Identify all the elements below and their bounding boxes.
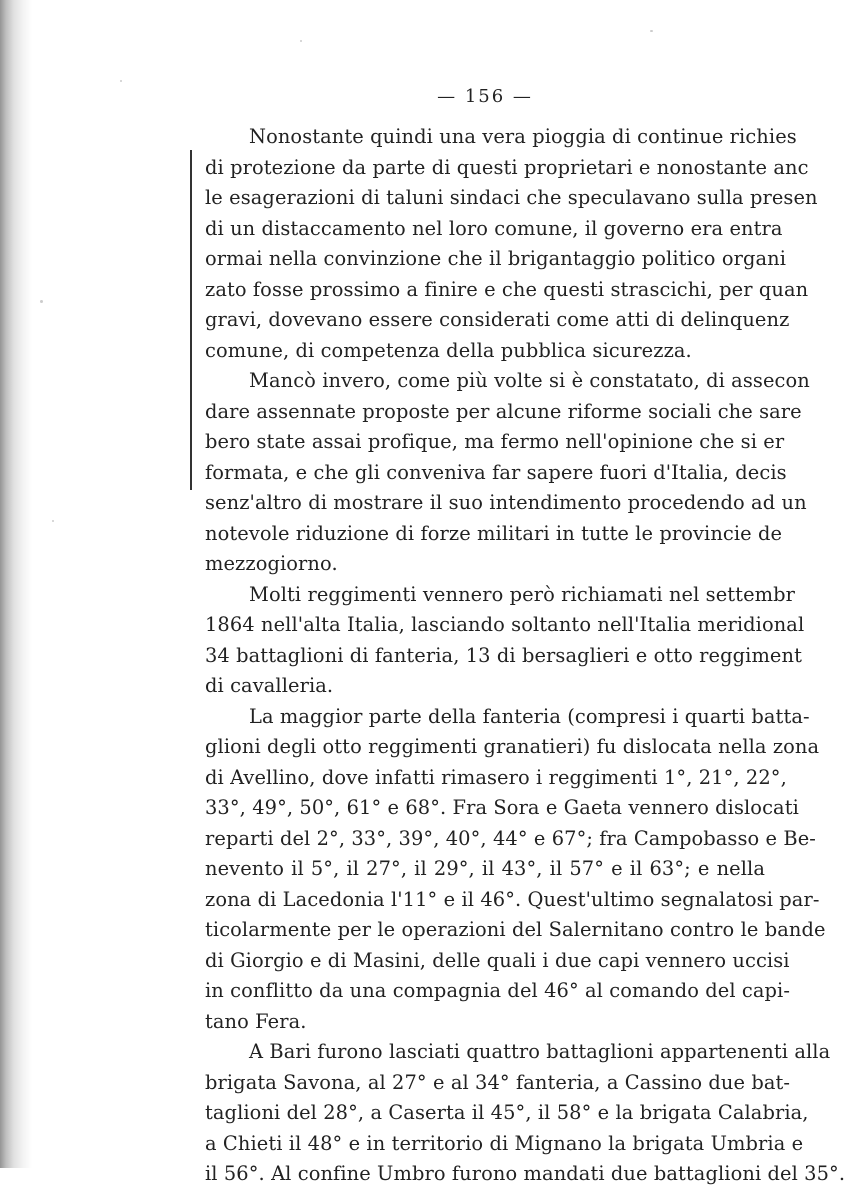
text-line: nevento il 5°, il 27°, il 29°, il 43°, il 57° e il 63°; e nella (205, 857, 765, 880)
text-line: gravi, dovevano essere considerati come atti di delinquenz (205, 308, 790, 331)
text-line: di un distaccamento nel loro comune, il governo era entra (205, 216, 783, 240)
text-line: mezzogiorno. (205, 552, 338, 575)
text-line: dare assennate proposte per alcune riforme sociali che sare (205, 399, 802, 423)
text-line: senz'altro di mostrare il suo intendimento procedendo ad un (205, 491, 807, 514)
text-line: zona di Lacedonia l'11° e il 46°. Quest'ultimo segnalatosi par- (205, 887, 820, 911)
text-line: il 56°. Al confine Umbro furono mandati due battaglioni del 35°. (205, 1162, 845, 1185)
scan-speckle (40, 300, 43, 303)
scan-speckle (650, 30, 653, 32)
text-line: a Chieti il 48° e in territorio di Mignano la brigata Umbria e (205, 1131, 804, 1155)
text-line: formata, e che gli conveniva far sapere fuori d'Italia, decis (205, 460, 787, 484)
text-line: notevole riduzione di forze militari in tutte le provincie de (205, 521, 783, 545)
text-line: brigata Savona, al 27° e al 34° fanteria, a Cassino due bat- (205, 1070, 791, 1094)
margin-rule (190, 150, 192, 490)
text-line: bero state assai profique, ma fermo nell'opinione che si er (205, 430, 785, 453)
scan-shadow-edge (0, 0, 32, 1168)
scan-speckle (120, 80, 122, 82)
page-number: — 156 — (437, 86, 533, 107)
text-line: ticolarmente per le operazioni del Salernitano contro le bande (205, 918, 826, 941)
text-line: 1864 nell'alta Italia, lasciando soltanto nell'Italia meridional (205, 613, 805, 636)
text-line: A Bari furono lasciati quattro battaglioni appartenenti alla (249, 1040, 831, 1063)
text-line: 33°, 49°, 50°, 61° e 68°. Fra Sora e Gaeta vennero dislocati (205, 796, 799, 819)
text-line: di Giorgio e di Masini, delle quali i due capi vennero uccisi (205, 948, 790, 972)
text-line: La maggior parte della fanteria (compresi i quarti batta- (249, 704, 810, 728)
text-line: di protezione da parte di questi proprietari e nonostante anc (205, 155, 809, 179)
text-line: taglioni del 28°, a Caserta il 45°, il 58° e la brigata Calabria, (205, 1101, 809, 1124)
text-line: Mancò invero, come più volte si è constatato, di assecon (249, 369, 810, 392)
text-line: comune, di competenza della pubblica sicurezza. (205, 338, 692, 362)
text-line: di Avellino, dove infatti rimasero i reggimenti 1°, 21°, 22°, (205, 765, 787, 789)
text-line: zato fosse prossimo a finire e che questi strascichi, per quan (205, 277, 809, 301)
text-line: ormai nella convinzione che il brigantaggio politico organi (205, 247, 787, 270)
text-line: tano Fera. (205, 1009, 307, 1033)
text-line: Molti reggimenti vennero però richiamati nel settembr (249, 582, 796, 606)
text-line: Nonostante quindi una vera pioggia di continue richies (249, 125, 797, 148)
text-line: le esagerazioni di taluni sindaci che speculavano sulla presen (205, 186, 818, 209)
scan-speckle (52, 520, 54, 522)
text-line: glioni degli otto reggimenti granatieri) fu dislocata nella zona (205, 735, 820, 758)
text-line: in conflitto da una compagnia del 46° al comando del capi- (205, 979, 791, 1002)
body-text (205, 122, 845, 1190)
text-line: di cavalleria. (205, 674, 334, 697)
scan-speckle (300, 40, 302, 42)
text-line: reparti del 2°, 33°, 39°, 40°, 44° e 67°; fra Campobasso e Be- (205, 826, 816, 850)
text-line: 34 battaglioni di fanteria, 13 di bersaglieri e otto reggiment (205, 643, 802, 667)
